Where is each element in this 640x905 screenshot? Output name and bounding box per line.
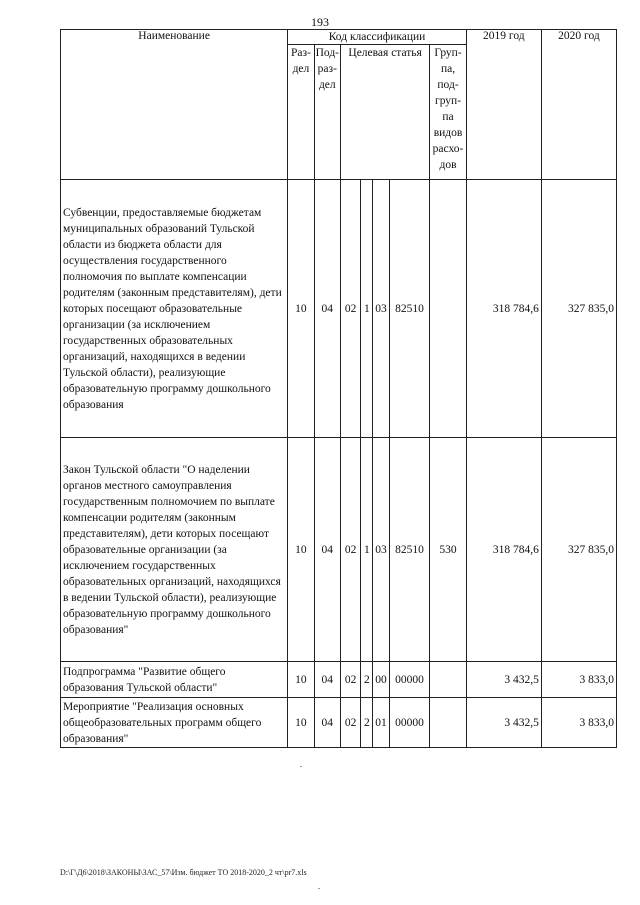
- row-target-1: 02: [340, 662, 360, 698]
- header-year-2019: 2019 год: [466, 30, 541, 180]
- row-target-2: 2: [361, 662, 373, 698]
- header-name: Наименование: [61, 30, 288, 180]
- scan-speck: [318, 888, 320, 889]
- row-target-1: 02: [340, 438, 360, 662]
- row-expense-group: [430, 180, 467, 438]
- header-section: Раз-дел: [288, 45, 314, 180]
- row-target-2: 1: [361, 180, 373, 438]
- row-target-1: 02: [340, 180, 360, 438]
- row-name: Закон Тульской области "О наделении органов местного самоуправления государственным полномочием по выплате компенсации родителям (законным представителям), дети которых посещают образовательные организации (за исключением государственных образовательных организаций, находящихся в ведении Тульской области), реализующие образовательную программу дошкольного образования": [61, 438, 288, 662]
- row-2020: 3 833,0: [541, 662, 616, 698]
- row-target-3: 03: [373, 180, 389, 438]
- row-expense-group: 530: [430, 438, 467, 662]
- header-classification-code: Код классификации: [288, 30, 467, 45]
- row-subsection: 04: [314, 438, 340, 662]
- header-year-2020: 2020 год: [541, 30, 616, 180]
- table-row: [61, 698, 617, 748]
- row-2019: 318 784,6: [466, 438, 541, 662]
- footer-file-path: D:\Г\Д6\2018\ЗАКОНЫ\ЗАС_57\Изм. бюджет ТО 2018-2020_2 чт\pr7.xls: [60, 868, 307, 877]
- row-target-1: 02: [340, 698, 360, 748]
- row-subsection: 04: [314, 662, 340, 698]
- row-section: 10: [288, 180, 314, 438]
- row-target-2: 1: [361, 438, 373, 662]
- row-target-4: 82510: [389, 180, 430, 438]
- budget-table: [60, 29, 617, 748]
- table-row: [61, 662, 617, 698]
- row-2019: 318 784,6: [466, 180, 541, 438]
- header-target-article: Целевая статья: [340, 45, 429, 179]
- row-target-3: 01: [373, 698, 389, 748]
- table-row: [61, 438, 617, 662]
- row-name: Подпрограмма "Развитие общего образования Тульской области": [61, 662, 288, 698]
- row-expense-group: [430, 662, 467, 698]
- row-target-4: 00000: [389, 698, 430, 748]
- row-target-3: 03: [373, 438, 389, 662]
- row-2020: 3 833,0: [541, 698, 616, 748]
- row-name: Субвенции, предоставляемые бюджетам муниципальных образований Тульской области из бюджета области для осуществления государственного полномочия по выплате компенсации родителям (законным представителям), дети которых посещают образовательные организации (за исключением государственных образовательных организаций, находящихся в ведении Тульской области), реализующие образовательную программу дошкольного образования: [61, 180, 288, 438]
- row-expense-group: [430, 698, 467, 748]
- row-2020: 327 835,0: [541, 180, 616, 438]
- page-number: 193: [311, 15, 329, 29]
- row-name: Мероприятие "Реализация основных общеобразовательных программ общего образования": [61, 698, 288, 748]
- row-subsection: 04: [314, 698, 340, 748]
- row-2019: 3 432,5: [466, 662, 541, 698]
- row-target-4: 00000: [389, 662, 430, 698]
- row-section: 10: [288, 662, 314, 698]
- scan-speck: [300, 766, 302, 767]
- row-target-2: 2: [361, 698, 373, 748]
- table-row: [61, 180, 617, 438]
- header-expense-group: Груп-па, под-груп-па видов расхо-дов: [430, 45, 467, 180]
- header-subsection: Под-раз-дел: [314, 45, 340, 180]
- row-section: 10: [288, 438, 314, 662]
- row-2020: 327 835,0: [541, 438, 616, 662]
- row-target-3: 00: [373, 662, 389, 698]
- row-subsection: 04: [314, 180, 340, 438]
- row-2019: 3 432,5: [466, 698, 541, 748]
- row-section: 10: [288, 698, 314, 748]
- row-target-4: 82510: [389, 438, 430, 662]
